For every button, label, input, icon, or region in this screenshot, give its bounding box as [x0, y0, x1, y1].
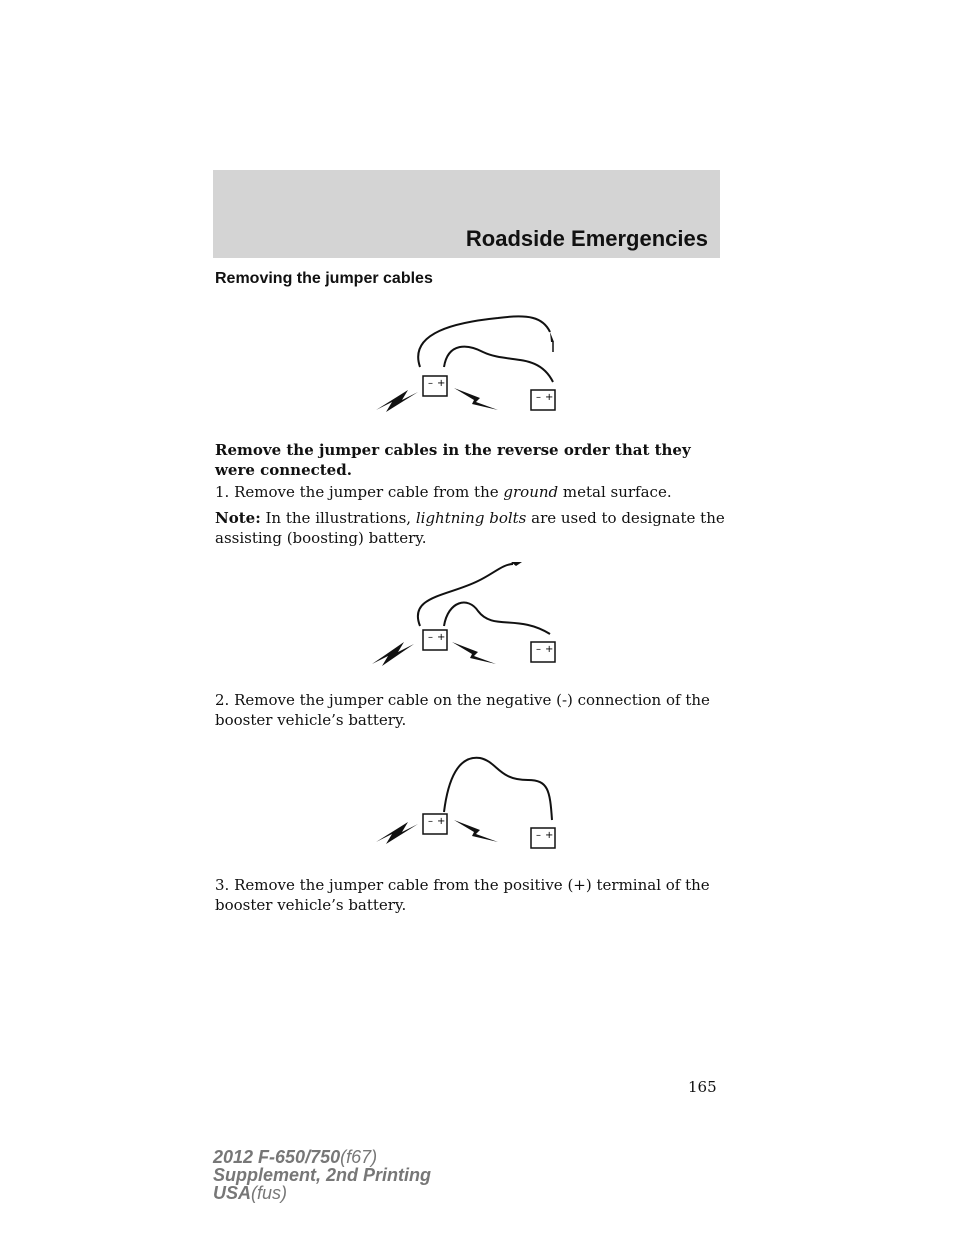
- lightning-bolt-icon: [454, 388, 498, 410]
- lightning-bolt-icon: [372, 642, 414, 666]
- lightning-bolt-icon: [452, 642, 496, 664]
- negative-terminal-label: –: [536, 392, 541, 403]
- negative-terminal-label: –: [428, 632, 433, 643]
- booster-battery: [423, 376, 447, 396]
- disabled-battery: [531, 828, 555, 848]
- lightning-bolt-icon: [376, 390, 418, 412]
- intro-instruction: Remove the jumper cables in the reverse order that they were connected.: [215, 441, 691, 479]
- step-3: 3. Remove the jumper cable from the positive (+) terminal of the booster vehicle’s battery.: [215, 876, 710, 914]
- section-title: Roadside Emergencies: [465, 226, 708, 251]
- step-2: 2. Remove the jumper cable on the negative (-) connection of the booster vehicle’s battery.: [215, 691, 710, 729]
- negative-terminal-label: –: [536, 830, 541, 841]
- disabled-battery: [531, 390, 555, 410]
- positive-terminal-label: +: [437, 632, 446, 643]
- print-footer: 2012 F-650/750(f67) Supplement, 2nd Printing USA(fus): [213, 1147, 432, 1203]
- page-number: 165: [688, 1078, 717, 1096]
- positive-terminal-label: +: [545, 392, 554, 403]
- note: Note: In the illustrations, lightning bolts are used to designate the assisting (boosting) battery.: [215, 509, 725, 547]
- positive-terminal-label: +: [545, 644, 554, 655]
- step-1: 1. Remove the jumper cable from the ground metal surface.: [215, 483, 672, 501]
- jumper-cable-diagram-3: [368, 750, 568, 860]
- jumper-cable-diagram-2: [368, 556, 568, 666]
- positive-terminal-label: +: [545, 830, 554, 841]
- positive-terminal-label: +: [437, 816, 446, 827]
- jumper-cable-diagram-1: [368, 312, 568, 422]
- lightning-bolt-icon: [454, 820, 498, 842]
- positive-terminal-label: +: [437, 378, 446, 389]
- negative-terminal-label: –: [536, 644, 541, 655]
- section-header-band: [213, 170, 720, 258]
- booster-battery: [423, 630, 447, 650]
- booster-battery: [423, 814, 447, 834]
- lightning-bolt-icon: [376, 822, 418, 844]
- section-heading: Removing the jumper cables: [215, 270, 433, 287]
- negative-terminal-label: –: [428, 378, 433, 389]
- disabled-battery: [531, 642, 555, 662]
- negative-terminal-label: –: [428, 816, 433, 827]
